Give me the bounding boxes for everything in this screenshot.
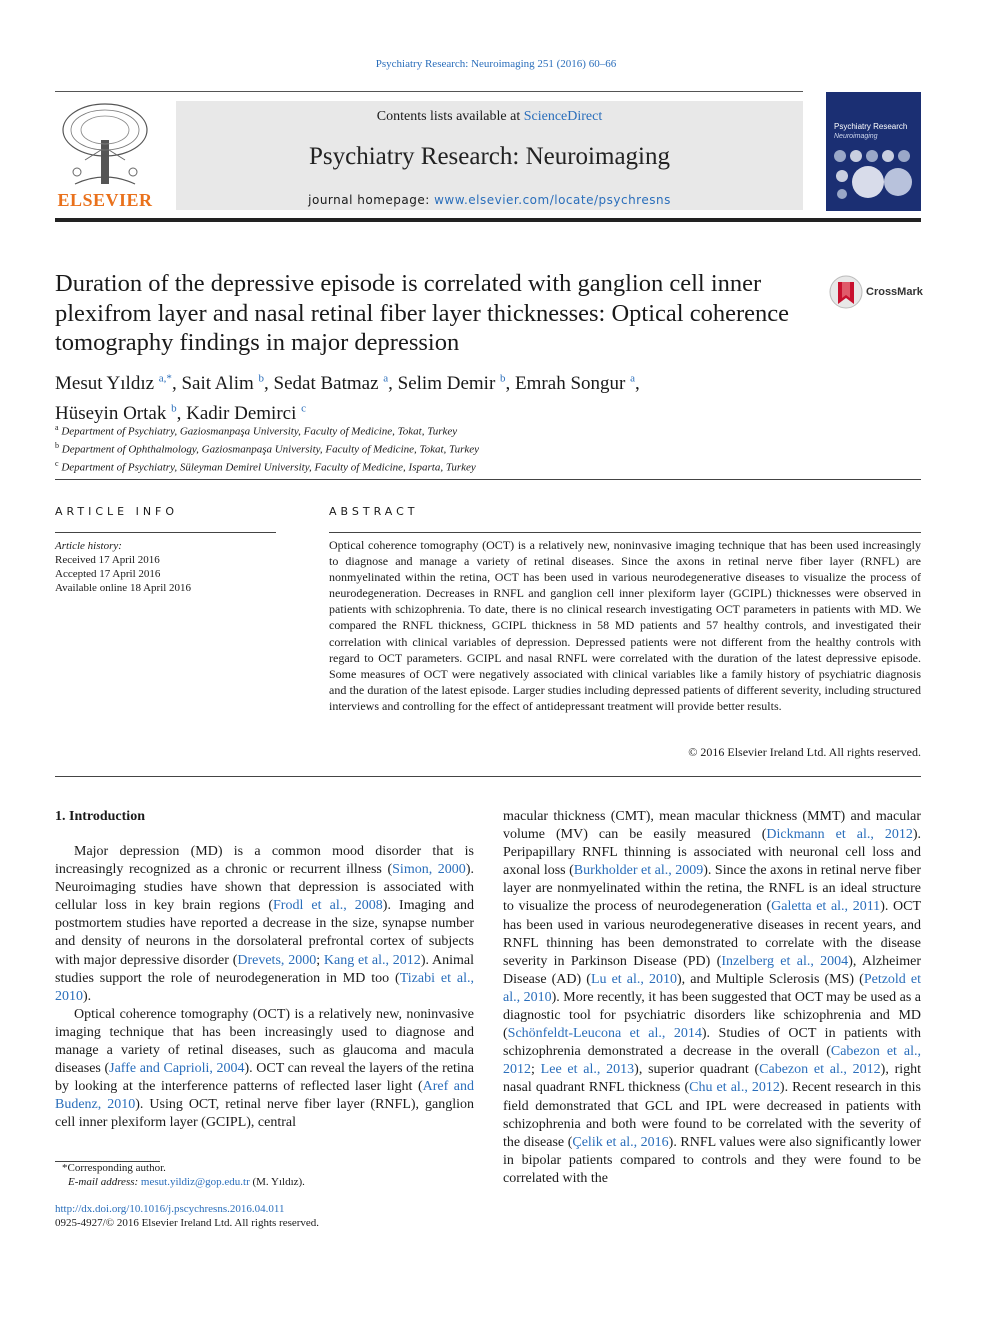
doi-link[interactable]: http://dx.doi.org/10.1016/j.pscychresns.2016.04.011 xyxy=(55,1203,285,1215)
author[interactable]: Sait Alim $^b$, xyxy=(181,373,274,395)
journal-header-band xyxy=(176,101,803,210)
journal-cover-thumbnail[interactable] xyxy=(826,92,921,211)
contents-line xyxy=(176,109,803,125)
elsevier-wordmark: ELSEVIER xyxy=(57,190,153,210)
journal-name: Psychiatry Research: Neuroimaging xyxy=(308,143,670,170)
issn-line: 0925-4927/© 2016 Elsevier Ireland Ltd. All rights reserved. xyxy=(55,1217,320,1229)
reference-link[interactable]: Simon, 2000 xyxy=(392,862,466,878)
intro-paragraph-2 xyxy=(55,1006,474,1133)
cover-subtitle: Neuroimaging xyxy=(834,133,878,140)
header-top-divider xyxy=(55,91,803,92)
reference-link[interactable]: Inzelberg et al., 2004 xyxy=(721,953,849,969)
elsevier-logo[interactable] xyxy=(55,100,155,212)
reference-link[interactable]: Frodl et al., 2008 xyxy=(273,898,383,914)
email-label: E-mail address: xyxy=(68,1176,141,1188)
body-text: ). xyxy=(83,988,92,1004)
affiliation: $^a$ Department of Psychiatry, Gaziosmanpaşa University, Faculty of Medicine, Tokat, Turkey xyxy=(55,423,458,438)
intro-paragraph-1 xyxy=(55,843,474,1006)
body-text: ). RNFL values were also significantly lower in bipolar patients compared to controls and they were found to be correlated with the xyxy=(503,1134,921,1186)
body-text: Major depression (MD) is a common mood disorder that is increasingly recognized as a chronic or recurrent illness ( xyxy=(55,844,474,878)
accepted-date: Accepted 17 April 2016 xyxy=(55,568,161,580)
body-text: ; xyxy=(316,952,324,968)
intro-paragraph-3 xyxy=(503,808,921,1188)
reference-link[interactable]: Çelik et al., 2016 xyxy=(572,1134,669,1150)
body-text: ). Since the axons in retinal nerve fiber layer are nonmyelinated within the retina, the RNFL is an ideal structure to visualize the process of neurodegeneration ( xyxy=(503,863,921,915)
reference-link[interactable]: Galetta et al., 2011 xyxy=(771,899,881,915)
header-thick-divider xyxy=(55,218,921,222)
email-note xyxy=(62,1175,482,1189)
reference-link[interactable]: Burkholder et al., 2009 xyxy=(573,863,704,879)
body-text: Optical coherence tomography (OCT) is a relatively new, noninvasive imaging technique that has been increasingly used to diagnose and manage a variety of retinal diseases, such as glaucoma and macula diseases ( xyxy=(55,1006,474,1077)
homepage-link[interactable]: www.elsevier.com/locate/psychresns xyxy=(434,193,671,207)
body-text: ). OCT can reveal the layers of the retina by looking at the interference patterns of reflected laser light ( xyxy=(55,1061,474,1095)
affiliation: $^c$ Department of Psychiatry, Süleyman Demirel University, Faculty of Medicine, Isparta, Turkey xyxy=(55,459,476,474)
reference-link[interactable]: Kang et al., 2012 xyxy=(323,952,421,968)
author[interactable]: Sedat Batmaz $^a$, xyxy=(273,373,398,395)
article-info-divider xyxy=(55,532,276,533)
author-list xyxy=(55,367,815,426)
abstract-heading: ABSTRACT xyxy=(329,505,419,518)
journal-homepage-line xyxy=(176,193,803,207)
section-divider xyxy=(55,479,921,480)
abstract-copyright: © 2016 Elsevier Ireland Ltd. All rights reserved. xyxy=(688,745,921,759)
abstract-divider xyxy=(329,532,921,533)
body-text: macular thickness (CMT), mean macular thickness (MMT) and macular volume (MV) can be easily measured ( xyxy=(503,809,921,843)
received-date: Received 17 April 2016 xyxy=(55,554,160,566)
introduction-heading: 1. Introduction xyxy=(55,809,145,824)
crossmark-badge[interactable] xyxy=(828,274,923,310)
reference-link[interactable]: Aref and Budenz, 2010 xyxy=(55,1079,474,1113)
author[interactable]: Mesut Yıldız $^{a,*}$, xyxy=(55,373,182,395)
crossmark-icon xyxy=(828,274,864,310)
abstract-text: Optical coherence tomography (OCT) is a relatively new, noninvasive imaging technique that has been used increasingly to diagnose and manage a variety of retinal diseases. Since the axons in retinal nerve fiber layer (RNFL) are nonmyelinated within the retina, OCT has been used in various neurodegenerative diseases to visualize the process of neurodegeneration. Decreases in RNFL and ganglion cell inner plexiform layer (GCIPL) thicknesses were observed in patients with schizophrenia. To date, there is no clinical research investigating OCT parameters in patients with MD. We compared the RNFL thickness, GCIPL thickness in 58 MD patients and 57 healthy controls, and investigated their correlation with clinical variables of depression. Depressed patients were not different from the healthy controls with regard to OCT parameters. GCIPL and nasal RNFL were correlated with the duration of the latest depressive episode. Some measures of OCT were negatively associated with clinical variables like a family history of psychiatric diagnosis and the duration of the latest episode. Larger studies including depressed patients of different severity, including structured interviews and controlling for the effect of antidepressant treatment will provide better results. xyxy=(329,538,921,713)
reference-link[interactable]: Dickmann et al., 2012 xyxy=(766,827,913,843)
author[interactable]: Emrah Songur $^a$, xyxy=(515,373,640,395)
footnotes xyxy=(62,1161,482,1189)
body-text: ). Recent research in this field demonstrated that GCL and IPL were decreased in patients with schizophrenia and both were found to be correlated with the severity of the disease ( xyxy=(503,1080,922,1150)
cover-title xyxy=(834,122,918,141)
body-column-left xyxy=(55,843,474,1133)
affiliation: $^b$ Department of Ophthalmology, Gaziosmanpaşa University, Faculty of Medicine, Tokat, Turkey xyxy=(55,441,479,456)
reference-link[interactable]: Cabezon et al., 2012 xyxy=(759,1062,881,1078)
reference-link[interactable]: Cabezon et al., 2012 xyxy=(503,1044,921,1078)
cover-journal-title: Psychiatry Research xyxy=(834,122,908,131)
reference-link[interactable]: Drevets, 2000 xyxy=(237,952,317,968)
body-text: ). More recently, it has been suggested that OCT may be used as a diagnostic tool for psychiatric disorders like schizophrenia and MD ( xyxy=(503,989,921,1042)
article-history xyxy=(55,539,276,595)
reference-link[interactable]: Schönfeldt-Leucona et al., 2014 xyxy=(507,1026,702,1042)
doi-block xyxy=(55,1202,475,1230)
article-info-heading: ARTICLE INFO xyxy=(55,505,179,518)
body-text: ). OCT has been used in various neurodegenerative diseases in recent years, and RNFL thinning has been demonstrated to correlate with the disease severity in Parkinson Disease (PD) ( xyxy=(503,899,921,969)
body-text: ). Imaging and postmortem studies have reported a decrease in the size, synapse number and density of neurons in the dorsolateral prefrontal cortex of subjects with major depressive disorder ( xyxy=(55,898,474,968)
reference-link[interactable]: Tizabi et al., 2010 xyxy=(55,970,474,1004)
body-column-right xyxy=(503,808,921,1188)
body-text: ), and Multiple Sclerosis (MS) ( xyxy=(676,971,864,987)
reference-link[interactable]: Petzold et al., 2010 xyxy=(503,971,922,1005)
journal-citation[interactable]: Psychiatry Research: Neuroimaging 251 (2016) 60–66 xyxy=(375,58,617,70)
body-text: ), superior quadrant ( xyxy=(634,1062,760,1078)
body-text: ), right nasal quadrant RNFL thickness ( xyxy=(503,1062,922,1096)
body-divider xyxy=(55,776,921,777)
email-suffix: (M. Yıldız). xyxy=(249,1176,305,1188)
elsevier-tree-icon xyxy=(55,100,155,188)
crossmark-label: CrossMark xyxy=(866,286,923,298)
cover-brain-scans-icon xyxy=(830,148,918,204)
body-text: ). Neuroimaging studies have shown that depression is associated with cellular loss in key brain regions ( xyxy=(55,862,474,914)
body-text: ). Studies of OCT in patients with schizophrenia demonstrated a decrease in the overall ( xyxy=(503,1026,922,1060)
body-text: ). Animal studies support the role of neurodegeneration in MD too ( xyxy=(55,952,474,986)
body-text: ). Using OCT, retinal nerve fiber layer (RNFL), ganglion cell inner plexiform layer (GCIPL), central xyxy=(55,1097,475,1131)
author[interactable]: Kadir Demirci $^c$ xyxy=(186,402,306,424)
author[interactable]: Hüseyin Ortak $^b$, xyxy=(55,402,187,424)
online-date: Available online 18 April 2016 xyxy=(55,582,192,594)
body-text: ), Alzheimer Disease (AD) ( xyxy=(503,953,922,987)
reference-link[interactable]: Chu et al., 2012 xyxy=(689,1080,780,1096)
reference-link[interactable]: Lee et al., 2013 xyxy=(540,1062,635,1078)
contents-prefix: Contents lists available at xyxy=(376,109,524,124)
body-text: ; xyxy=(531,1062,541,1078)
article-title: Duration of the depressive episode is correlated with ganglion cell inner plexifrom layer and nasal retinal fiber layer thicknesses: Optical coherence tomography findings in major depression xyxy=(55,270,789,356)
body-text: ). Peripapillary RNFL thinning is associated with neuronal cell loss and axonal loss ( xyxy=(503,827,921,879)
email-link[interactable]: mesut.yildiz@gop.edu.tr xyxy=(140,1176,250,1188)
reference-link[interactable]: Lu et al., 2010 xyxy=(590,971,677,987)
affiliations xyxy=(55,421,815,475)
reference-link[interactable]: Jaffe and Caprioli, 2004 xyxy=(109,1061,245,1077)
history-label: Article history: xyxy=(55,540,122,552)
sciencedirect-link[interactable]: ScienceDirect xyxy=(523,109,603,124)
corresponding-author-note: *Corresponding author. xyxy=(62,1162,166,1174)
homepage-prefix: journal homepage: xyxy=(308,193,435,207)
author[interactable]: Selim Demir $^b$, xyxy=(397,373,516,395)
